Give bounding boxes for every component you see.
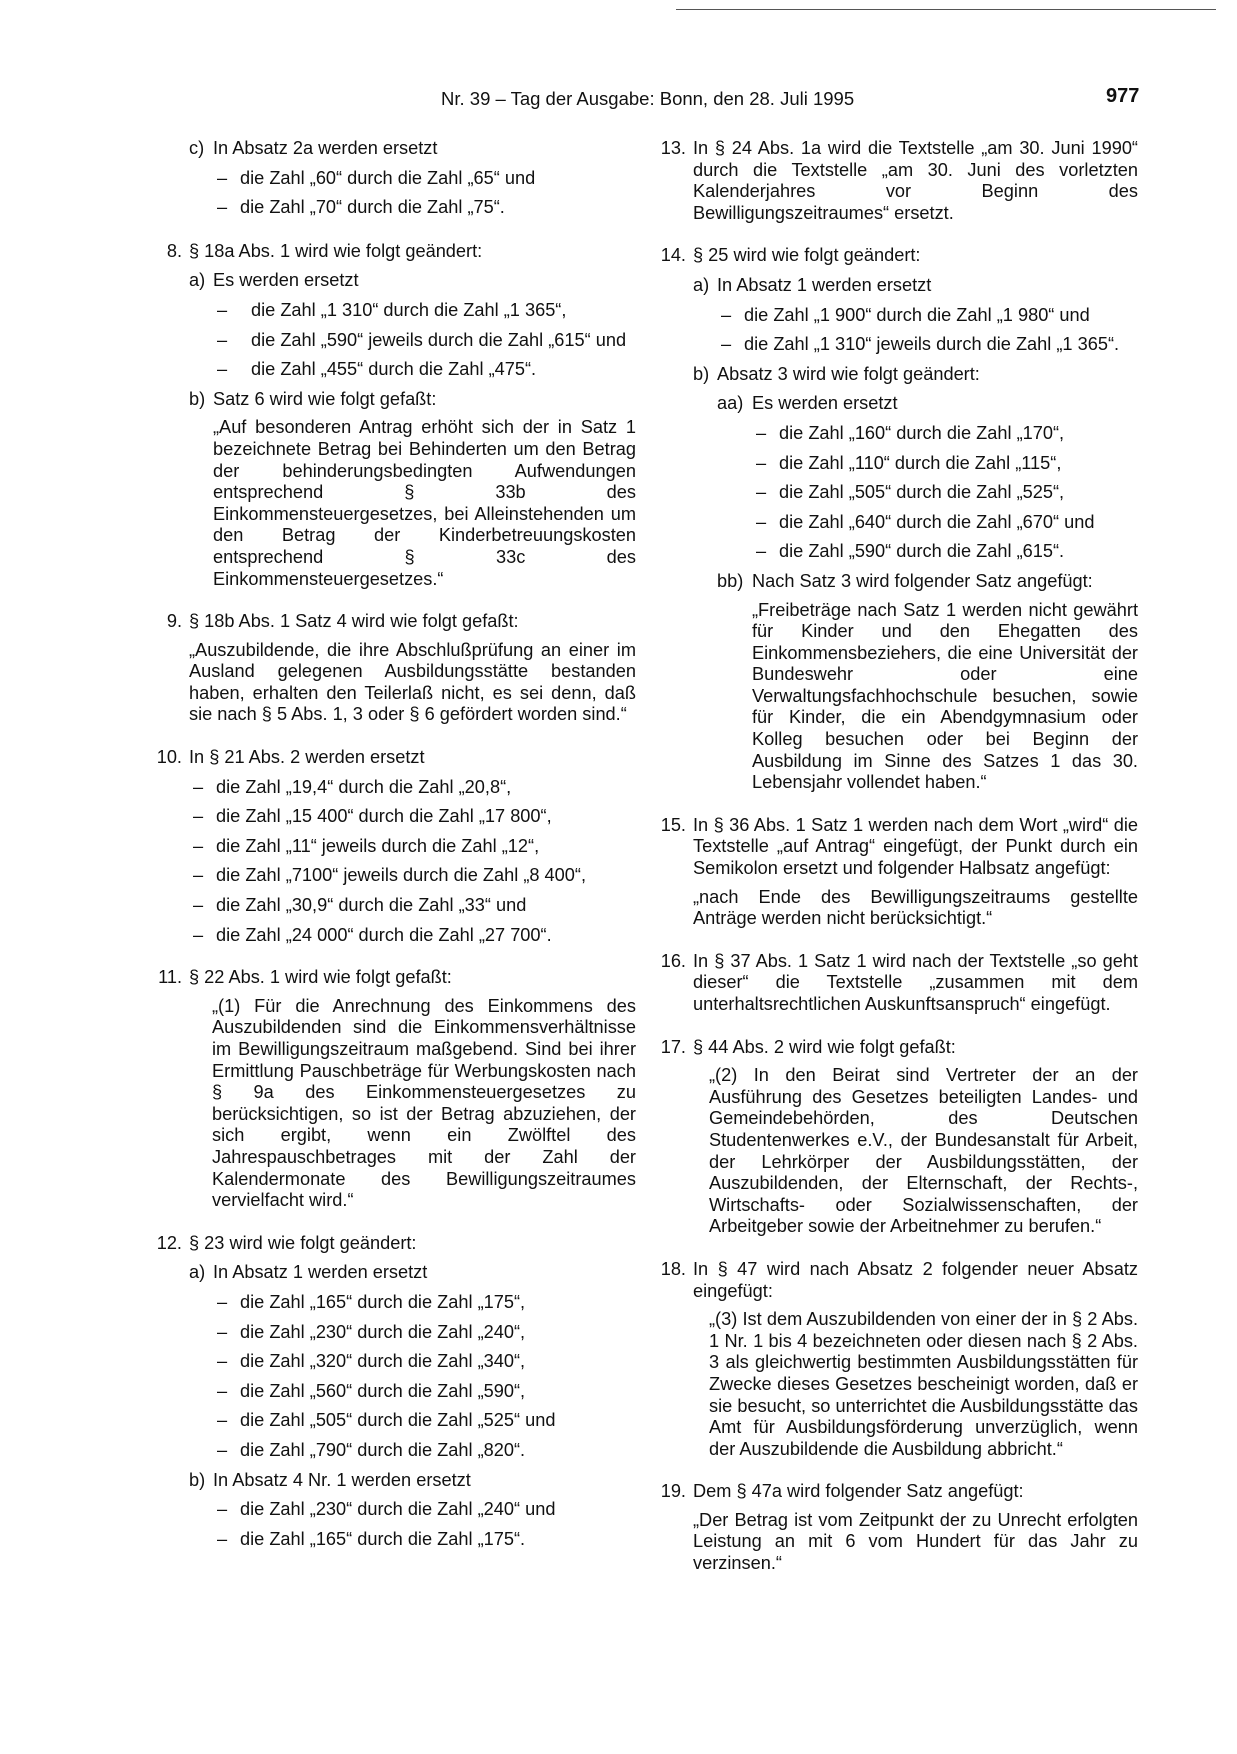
subitem-text: Es werden ersetzt (752, 393, 898, 414)
item-8 (150, 241, 636, 590)
item-number: 11. (158, 967, 182, 988)
quote-block: „nach Ende des Bewilligungszeitraums gestellte Anträge werden nicht berücksichtigt.“ (693, 886, 1138, 929)
subitem-a (189, 270, 636, 380)
dash-text: die Zahl „590“ durch die Zahl „615“. (779, 541, 1065, 562)
dash-text: die Zahl „1 310“ jeweils durch die Zahl „1 365“. (744, 334, 1120, 355)
dash-text: die Zahl „505“ durch die Zahl „525“ und (240, 1410, 556, 1431)
item-10 (150, 747, 636, 946)
item-number: 10. (156, 747, 182, 768)
subitem-label: bb) (717, 570, 744, 591)
dash-text: die Zahl „15 400“ durch die Zahl „17 800“, (216, 806, 552, 827)
dash-item: – die Zahl „505“ durch die Zahl „525“, (756, 482, 1065, 503)
item-text: In § 36 Abs. 1 Satz 1 werden nach dem Wort „wird“ die Textstelle „auf Antrag“ eingefügt, der Punkt durch ein Semikolon ersetzt und folgender Halbsatz angefügt: (693, 814, 1138, 879)
dash-item: – die Zahl „70“ durch die Zahl „75“. (217, 197, 505, 218)
subitem-label: b) (189, 388, 206, 409)
left-column (150, 138, 636, 1550)
subitem-text: Nach Satz 3 wird folgender Satz angefügt: (752, 570, 1093, 591)
subitem-b (189, 389, 636, 590)
item-16 (654, 951, 1138, 1016)
top-rule (676, 9, 1216, 10)
dash-text: die Zahl „165“ durch die Zahl „175“, (240, 1291, 526, 1312)
dash-text: die Zahl „640“ durch die Zahl „670“ und (779, 511, 1095, 532)
item-15 (654, 815, 1138, 930)
dash-text: die Zahl „7100“ jeweils durch die Zahl „8 400“, (216, 865, 587, 886)
quote-block: „Der Betrag ist vom Zeitpunkt der zu Unrecht erfolgten Leistung an mit 6 vom Hundert für das Jahr zu verzinsen.“ (693, 1509, 1138, 1574)
item-text: § 18b Abs. 1 Satz 4 wird wie folgt gefaßt: (189, 611, 519, 632)
subitem-text: In Absatz 1 werden ersetzt (213, 1262, 428, 1283)
subitem-a (189, 1262, 636, 1461)
dash-text: die Zahl „505“ durch die Zahl „525“, (779, 482, 1065, 503)
item-text: § 18a Abs. 1 wird wie folgt geändert: (189, 240, 483, 261)
item-number: 13. (660, 138, 686, 158)
item-number: 12. (156, 1232, 182, 1253)
dash-text: die Zahl „1 900“ durch die Zahl „1 980“ und (744, 304, 1090, 325)
dash-item: – die Zahl „1 310“ jeweils durch die Zahl „1 365“. (721, 334, 1120, 355)
subitem-c (189, 138, 636, 219)
subitem-text: Absatz 3 wird wie folgt geändert: (717, 363, 980, 384)
dash-text: die Zahl „230“ durch die Zahl „240“ und (240, 1499, 556, 1520)
item-number: 14. (660, 245, 686, 266)
quote-block: „(3) Ist dem Auszubildenden von einer der in § 2 Abs. 1 Nr. 1 bis 4 bezeichneten oder diesen nach § 2 Abs. 3 als gleichwertig bestimmten Ausbildungsstätten für Zwecke dieses Gesetzes bescheinigt worden, daß er sie besucht, so unterrichtet die Ausbildungsstätte das Amt für Ausbildungsförderung unverzüglich, wenn der Auszubildende die Ausbildung abbricht.“ (709, 1309, 1138, 1459)
item-text: In § 21 Abs. 2 werden ersetzt (189, 747, 425, 768)
dash-item: – die Zahl „19,4“ durch die Zahl „20,8“, (193, 776, 512, 797)
dash-item: – die Zahl „15 400“ durch die Zahl „17 800“, (193, 806, 552, 827)
item-text: § 23 wird wie folgt geändert: (189, 1232, 417, 1253)
dash-item: – die Zahl „7100“ jeweils durch die Zahl „8 400“, (193, 865, 587, 886)
quote-block: „(2) In den Beirat sind Vertreter der an der Ausführung des Gesetzes beteiligten Landes- und Gemeindebehörden, des Deutschen Studentenwerkes e.V., der Bundesanstalt für Arbeit, der Lehrkörper der Ausbildungsstätten, der Auszubildenden, der Elternschaft, der Rechts-, Wirtschafts- oder Sozialwissenschaften, der Arbeitgeber sowie der Arbeitnehmer zu berufen.“ (709, 1065, 1138, 1237)
item-19 (654, 1481, 1138, 1574)
item-text: Dem § 47a wird folgender Satz angefügt: (693, 1481, 1024, 1502)
subitem-label: a) (189, 270, 206, 291)
dash-item: – die Zahl „110“ durch die Zahl „115“, (756, 452, 1062, 473)
page-header: Nr. 39 – Tag der Ausgabe: Bonn, den 28. Juli 1995 (441, 88, 855, 109)
dash-item: – die Zahl „1 900“ durch die Zahl „1 980“ und (721, 304, 1090, 325)
subitem-text: In Absatz 4 Nr. 1 werden ersetzt (213, 1469, 471, 1490)
quote-block: „(1) Für die Anrechnung des Einkommens des Auszubildenden sind die Einkommensverhältnisse im Bewilligungszeitraum maßgebend. Sind bei ihrer Ermittlung Pauschbeträge für Werbungskosten nach § 9a des Einkommensteuergesetzes zu berücksichtigen, so ist der Betrag abzuziehen, der sich ergibt, wenn ein Zwölftel des Jahrespauschbetrages mit der Zahl der Kalendermonate des Bewilligungszeitraumes vervielfacht wird.“ (212, 995, 636, 1211)
subitem-text: In Absatz 2a werden ersetzt (213, 138, 438, 158)
item-text: In § 24 Abs. 1a wird die Textstelle „am 30. Juni 1990“ durch die Textstelle „am 30. Juni des vorletzten Kalenderjahres vor Beginn des Bewilligungszeitraumes“ ersetzt. (693, 138, 1138, 223)
dash-text: die Zahl „110“ durch die Zahl „115“, (779, 452, 1062, 473)
dash-text: die Zahl „30,9“ durch die Zahl „33“ und (216, 895, 527, 916)
right-column (654, 138, 1138, 1575)
dash-item: – die Zahl „60“ durch die Zahl „65“ und (217, 167, 536, 188)
dash-text: die Zahl „560“ durch die Zahl „590“, (240, 1380, 526, 1401)
dash-item: – die Zahl „640“ durch die Zahl „670“ und (756, 511, 1095, 532)
item-17 (654, 1037, 1138, 1238)
dash-text: die Zahl „160“ durch die Zahl „170“, (779, 422, 1065, 443)
subitem-b (189, 1470, 636, 1551)
item-text: § 25 wird wie folgt geändert: (693, 245, 921, 266)
dash-item: – die Zahl „11“ jeweils durch die Zahl „12“, (193, 835, 540, 856)
dash-item: – die Zahl „455“ durch die Zahl „475“. (217, 359, 537, 380)
subitem-a (693, 275, 1138, 356)
item-number: 9. (166, 611, 182, 632)
item-14 (654, 245, 1138, 793)
dash-text: die Zahl „1 310“ durch die Zahl „1 365“, (251, 299, 567, 320)
dash-item: – die Zahl „560“ durch die Zahl „590“, (217, 1380, 526, 1401)
quote-block: „Auf besonderen Antrag erhöht sich der in Satz 1 bezeichnete Betrag bei Behinderten um den Betrag der behinderungsbedingten Aufwendungen entsprechend § 33b des Einkommensteuergesetzes, bei Alleinstehenden um den Betrag der Kinderbetreuungskosten entsprechend § 33c des Einkommensteuergesetzes.“ (213, 417, 636, 589)
subitem-label: b) (693, 363, 710, 384)
subitem-b (693, 364, 1138, 794)
dash-item: – die Zahl „590“ jeweils durch die Zahl „615“ und (217, 329, 627, 350)
dash-item: – die Zahl „320“ durch die Zahl „340“, (217, 1351, 526, 1372)
page-number: 977 (1106, 85, 1140, 107)
subitem-label: c) (189, 138, 205, 158)
dash-item: – die Zahl „24 000“ durch die Zahl „27 700“. (193, 924, 552, 945)
subitem-text: Satz 6 wird wie folgt gefaßt: (213, 388, 437, 409)
subitem-bb (717, 571, 1138, 794)
item-13 (654, 138, 1138, 224)
item-number: 17. (660, 1036, 686, 1057)
item-number: 8. (166, 240, 182, 261)
subitem-label: aa) (717, 393, 744, 414)
dash-item: – die Zahl „230“ durch die Zahl „240“ und (217, 1499, 556, 1520)
item-number: 19. (660, 1481, 686, 1502)
dash-text: die Zahl „19,4“ durch die Zahl „20,8“, (216, 776, 512, 797)
item-text: In § 37 Abs. 1 Satz 1 wird nach der Textstelle „so geht dieser“ die Textstelle „zusammen mit dem unterhaltsrechtlichen Auskunftsanspruch“ eingefügt. (693, 950, 1138, 1014)
dash-text: die Zahl „590“ jeweils durch die Zahl „615“ und (251, 329, 627, 350)
dash-item: – die Zahl „165“ durch die Zahl „175“, (217, 1291, 526, 1312)
item-7c-continued (150, 138, 636, 219)
dash-text: die Zahl „70“ durch die Zahl „75“. (240, 197, 505, 218)
dash-text: die Zahl „455“ durch die Zahl „475“. (251, 359, 537, 380)
dash-text: die Zahl „60“ durch die Zahl „65“ und (240, 167, 536, 188)
dash-text: die Zahl „230“ durch die Zahl „240“, (240, 1321, 526, 1342)
dash-item: – die Zahl „230“ durch die Zahl „240“, (217, 1321, 526, 1342)
dash-item: – die Zahl „165“ durch die Zahl „175“. (217, 1528, 526, 1549)
subitem-aa (717, 393, 1138, 563)
dash-item: – die Zahl „160“ durch die Zahl „170“, (756, 422, 1065, 443)
item-text: § 44 Abs. 2 wird wie folgt gefaßt: (693, 1036, 956, 1057)
item-11 (150, 967, 636, 1212)
dash-item: – die Zahl „1 310“ durch die Zahl „1 365“, (217, 299, 567, 320)
item-text: In § 47 wird nach Absatz 2 folgender neuer Absatz eingefügt: (693, 1258, 1138, 1301)
subitem-label: a) (189, 1262, 206, 1283)
dash-text: die Zahl „24 000“ durch die Zahl „27 700“. (216, 924, 552, 945)
quote-block: „Auszubildende, die ihre Abschlußprüfung an einer im Ausland gelegenen Ausbildungsstätte bestanden haben, erhalten den Teilerlaß nicht, es sei denn, daß sie nach § 5 Abs. 1, 3 oder § 6 gefördert worden sind.“ (189, 639, 636, 725)
dash-item: – die Zahl „790“ durch die Zahl „820“. (217, 1439, 526, 1460)
item-number: 16. (660, 950, 686, 971)
item-number: 15. (660, 814, 686, 835)
quote-block: „Freibeträge nach Satz 1 werden nicht gewährt für Kinder und den Ehegatten des Einkommensbeziehers, die eine Universität der Bundeswehr oder eine Verwaltungsfachhochschule besuchen, sowie für Kinder, die ein Abendgymnasium oder Kolleg besuchen oder bei Beginn der Ausbildung im Sinne des Satzes 1 das 30. Lebensjahr vollendet haben.“ (752, 599, 1138, 793)
subitem-text: In Absatz 1 werden ersetzt (717, 274, 932, 295)
item-text: § 22 Abs. 1 wird wie folgt gefaßt: (189, 967, 452, 988)
item-number: 18. (660, 1258, 686, 1279)
item-12 (150, 1233, 636, 1551)
dash-text: die Zahl „165“ durch die Zahl „175“. (240, 1528, 526, 1549)
item-18 (654, 1259, 1138, 1460)
dash-item: – die Zahl „30,9“ durch die Zahl „33“ und (193, 895, 527, 916)
subitem-text: Es werden ersetzt (213, 270, 359, 291)
dash-text: die Zahl „320“ durch die Zahl „340“, (240, 1351, 526, 1372)
dash-item: – die Zahl „590“ durch die Zahl „615“. (756, 541, 1065, 562)
subitem-label: b) (189, 1469, 206, 1490)
dash-text: die Zahl „790“ durch die Zahl „820“. (240, 1439, 526, 1460)
item-9 (150, 611, 636, 726)
dash-item: – die Zahl „505“ durch die Zahl „525“ und (217, 1410, 556, 1431)
subitem-label: a) (693, 274, 710, 295)
dash-text: die Zahl „11“ jeweils durch die Zahl „12“, (216, 835, 540, 856)
